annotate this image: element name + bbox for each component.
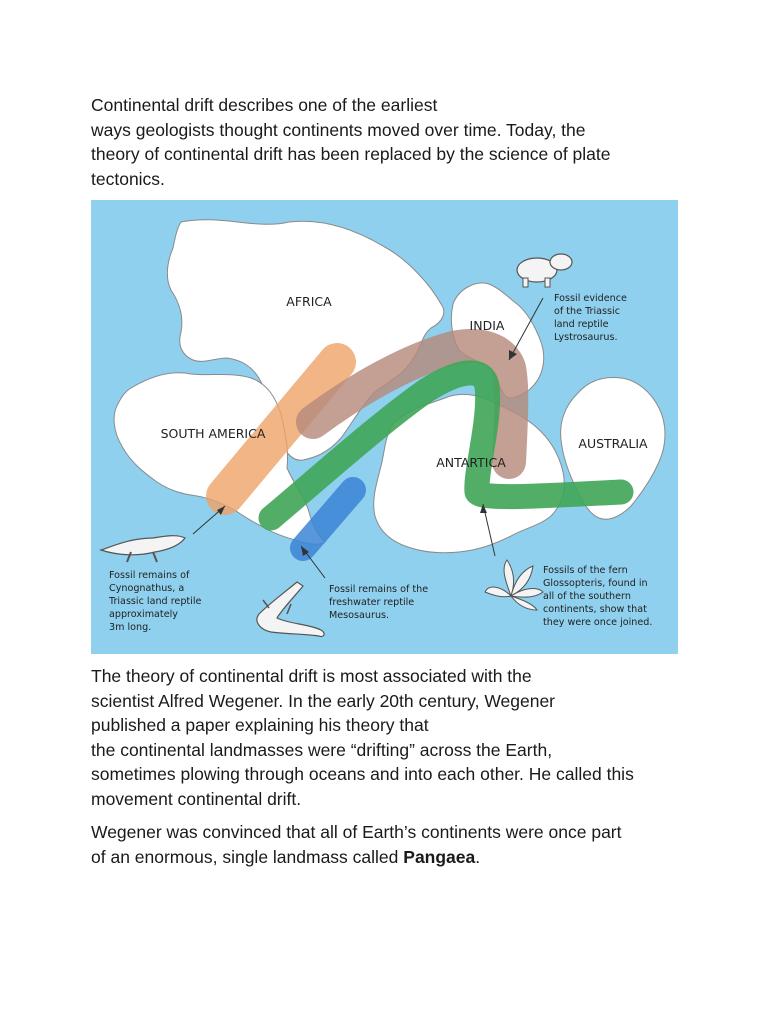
label-australia: AUSTRALIA: [578, 436, 648, 451]
pangaea-term: Pangaea: [403, 846, 476, 867]
wegener-line-2: scientist Alfred Wegener. In the early 20th century, Wegener: [91, 690, 556, 711]
mesosaurus-caption: Fossil remains of the freshwater reptile Mesosaurus.: [329, 584, 429, 621]
label-antarctica: ANTARTICA: [436, 455, 506, 470]
label-africa: AFRICA: [286, 294, 332, 309]
pangaea-line-1: Wegener was convinced that all of Earth’s continents were once part: [91, 822, 622, 842]
continental-drift-fossil-map: [91, 200, 678, 654]
wegener-paragraph: [91, 664, 691, 811]
intro-line-2: ways geologists thought continents moved over time. Today, the: [91, 119, 586, 140]
label-south-america: SOUTH AMERICA: [160, 426, 266, 441]
glossopteris-caption: Fossils of the fern Glossopteris, found in all of the southern continents, show that they were once joined.: [543, 565, 653, 628]
wegener-line-3: published a paper explaining his theory that: [91, 715, 429, 735]
pangaea-line-2-prefix: of an enormous, single landmass called: [91, 846, 404, 867]
wegener-line-4: the continental landmasses were “drifting” across the Earth,: [91, 739, 553, 760]
pangaea-line-2-suffix: .: [475, 846, 481, 867]
pangaea-line-2: [91, 845, 691, 870]
intro-line-1: Continental drift describes one of the earliest: [91, 95, 438, 115]
lystrosaurus-caption: Fossil evidence of the Triassic land reptile Lystrosaurus.: [554, 293, 627, 343]
wegener-line-6: movement continental drift.: [91, 788, 302, 809]
intro-paragraph: [91, 93, 691, 191]
pangaea-paragraph: [91, 820, 691, 869]
cynognathus-caption: Fossil remains of Cynognathus, a Triassic land reptile approximately 3m long.: [109, 570, 202, 633]
intro-line-4: tectonics.: [91, 168, 165, 189]
wegener-line-1: The theory of continental drift is most associated with the: [91, 666, 532, 686]
wegener-line-5: sometimes plowing through oceans and into each other. He called this: [91, 764, 634, 784]
label-india: INDIA: [469, 318, 505, 333]
intro-line-3: theory of continental drift has been replaced by the science of plate: [91, 144, 611, 164]
